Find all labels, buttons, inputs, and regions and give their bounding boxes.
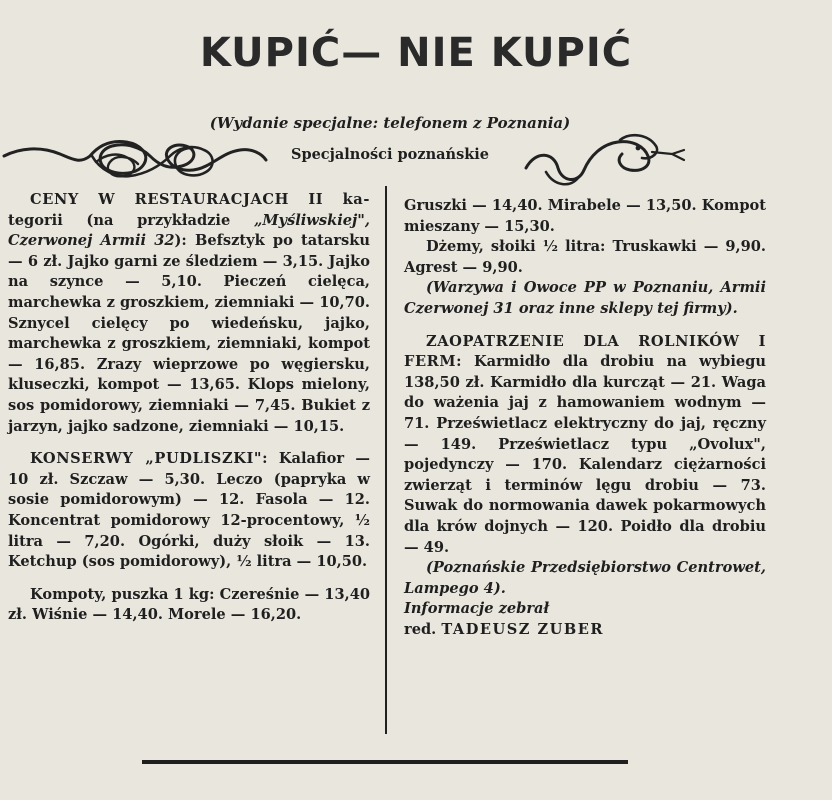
credit-line: Informacje zebrał	[404, 600, 550, 618]
bottom-rule	[142, 760, 628, 764]
paragraph-gruszki: Gruszki — 14,40. Mirabele — 13,50. Kompot mieszany — 15,30.	[404, 197, 766, 235]
credit-author: red. TADEUSZ ZUBER	[404, 620, 604, 638]
paragraph-pudliszki: KONSERWY „PUDLISZKI": Kalafior — 10 zł. Szczaw — 5,30. Leczo (papryka w sosie pomidorowym) — 12. Fasola — 12. Koncentrat pomidorowy 12-procentowy, ½ litra — 7,20. Ogórki, duży słoik — 13. Ketchup (sos pomidorowy), ½ litra — 10,50.	[8, 450, 370, 571]
squiggle-ornament-left	[0, 126, 270, 196]
heading-restaurant-prices: CENY W RESTAURACJACH II ka-	[30, 191, 370, 208]
heading-farm-supplies: ZAOPATRZENIE DLA ROLNIKÓW I FERM	[404, 332, 766, 371]
paragraph-restaurant-prices: CENY W RESTAURACJACH II ka- tegorii (na przykładzie „Myśliwskiej", Czerwonej Armii 32): Befsztyk po tatarsku — 6 zł. Jajko garni ze śledziem — 3,15. Jajko na szynce — 5,10. Pieczeń cielęca, marchewka z groszkiem, ziemniaki — 10,70. Sznycel cielęcy po wiedeńsku, jajko, marchewka z groszkiem, ziemniaki, kompot — 16,85. Zrazy wieprzowe po węgiersku, kluseczki, kompot — 13,65. Klops mielony, sos pomidorowy, ziemniaki — 7,45. Bukiet z jarzyn, jajko sadzone, ziemniaki — 10,15.	[8, 191, 370, 435]
snake-ornament-right	[520, 130, 690, 194]
paragraph-dzemy: Dżemy, słoiki ½ litra: Truskawki — 9,90. Agrest — 9,90.	[404, 238, 766, 276]
article-title: KUPIĆ— NIE KUPIĆ	[199, 30, 633, 76]
paragraph-source-warzywa: (Warzywa i Owoce PP w Poznaniu, Armii Czerwonej 31 oraz inne sklepy tej firmy).	[404, 279, 766, 317]
section-header: Specjalności poznańskie	[290, 146, 490, 163]
paragraph-farm-supplies: ZAOPATRZENIE DLA ROLNIKÓW I FERM: Karmidło dla drobiu na wybiegu 138,50 zł. Karmidło dla kurcząt — 21. Waga do ważenia jaj z hamowaniem wodnym — 71. Prześwietlacz elektryczny do jaj, ręczny — 149. Prześwietlacz typu „Ovolux", pojedynczy — 170. Kalendarz ciężarności zwierząt i terminów lęgu drobiu — 73. Suwak do normowania dawek pokarmowych dla krów dojnych — 120. Poidło dla drobiu — 49.	[404, 332, 766, 556]
column-divider	[385, 186, 387, 734]
paragraph-source-centrowet: (Poznańskie Przedsiębiorstwo Centrowet, Lampego 4).	[404, 559, 766, 597]
paragraph-kompoty: Kompoty, puszka 1 kg: Czereśnie — 13,40 zł. Wiśnie — 14,40. Morele — 16,20.	[8, 585, 370, 624]
heading-pudliszki: KONSERWY „PUDLISZKI"	[30, 450, 263, 468]
article-subtitle: (Wydanie specjalne: telefonem z Poznania)	[209, 114, 571, 132]
right-column	[404, 196, 766, 640]
left-column	[8, 190, 370, 626]
